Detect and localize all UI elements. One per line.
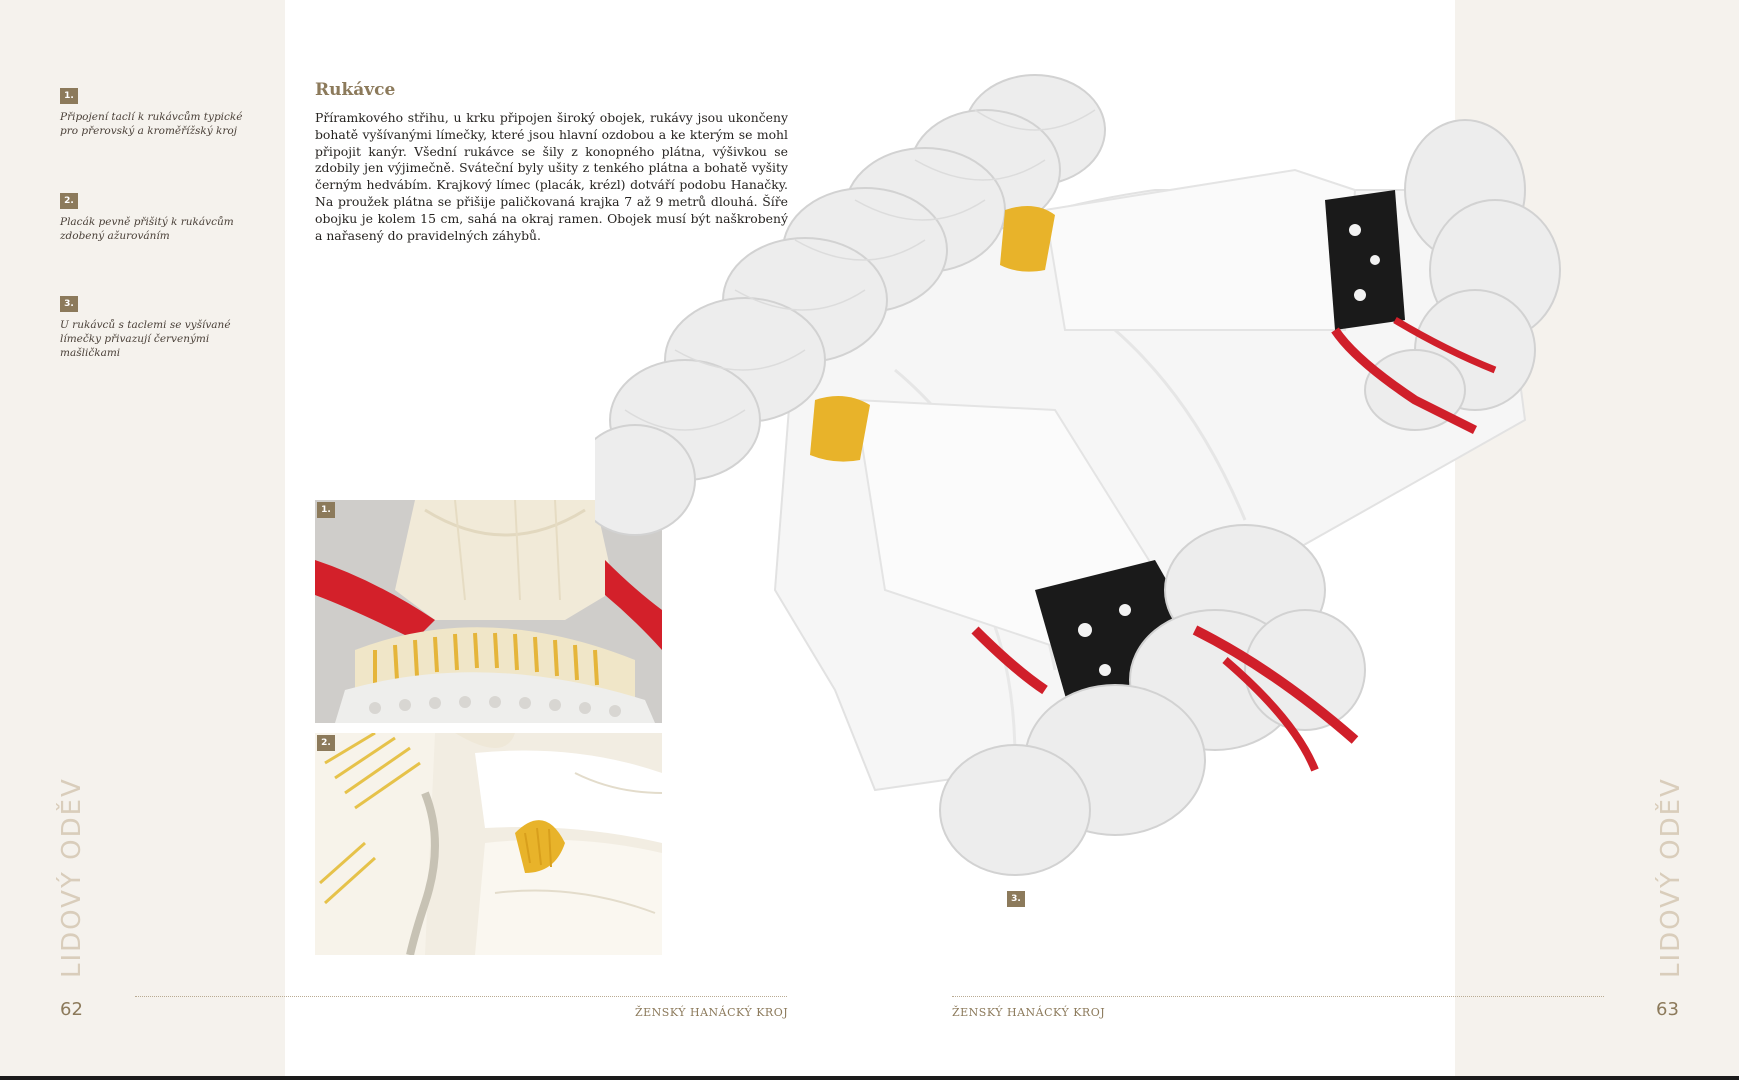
photo-number-badge: 1. xyxy=(317,502,335,518)
section-title: Rukávce xyxy=(315,80,396,100)
caption-2 xyxy=(60,188,250,243)
caption-1 xyxy=(60,83,250,138)
caption-number-badge: 2. xyxy=(60,193,78,209)
page-number-left: 62 xyxy=(60,999,83,1020)
photo-number-badge: 3. xyxy=(1007,891,1025,907)
vertical-section-label-right: LIDOVÝ ODĚV xyxy=(1656,777,1686,978)
vertical-section-label-left: LIDOVÝ ODĚV xyxy=(57,777,87,978)
caption-text: Připojení taclí k rukávcům typické pro přerovský a kroměřížský kroj xyxy=(60,111,243,137)
caption-number-badge: 1. xyxy=(60,88,78,104)
footer-rule-right xyxy=(952,996,1604,997)
caption-3 xyxy=(60,291,250,360)
photo-number-badge: 2. xyxy=(317,735,335,751)
running-head-left: ŽENSKÝ HANÁCKÝ KROJ xyxy=(635,1006,789,1019)
left-margin xyxy=(0,0,285,1080)
bottom-edge xyxy=(0,1076,1739,1080)
footer-rule-left xyxy=(135,996,787,997)
caption-number-badge: 3. xyxy=(60,296,78,312)
page-number-right: 63 xyxy=(1656,999,1679,1020)
caption-text: U rukávců s taclemi se vyšívané límečky přivazují červenými mašličkami xyxy=(60,319,231,359)
body-paragraph: Příramkového střihu, u krku připojen široký obojek, rukávy jsou ukončeny bohatě vyšívanými límečky, které jsou hlavní ozdobou a ke kterým se mohl připojit kanýr. Všední rukávce se šily z konopného plátna, výšivkou se zdobily jen výjimečně. Sváteční byly ušity z tenkého plátna a bohatě vyšity černým hedvábím. Krajkový límec (placák, krézl) dotváří podobu Hanačky. Na proužek plátna se přišije paličkovaná krajka 7 až 9 metrů dlouhá. Šíře obojku je kolem 15 cm, sahá na okraj ramen. Obojek musí být naškrobený a nařasený do pravidelných záhybů. xyxy=(315,110,788,243)
costume-sleeves-illustration xyxy=(595,70,1695,960)
caption-text: Placák pevně přišitý k rukávcům zdobený ažurováním xyxy=(60,216,234,242)
running-head-right: ŽENSKÝ HANÁCKÝ KROJ xyxy=(952,1006,1106,1019)
